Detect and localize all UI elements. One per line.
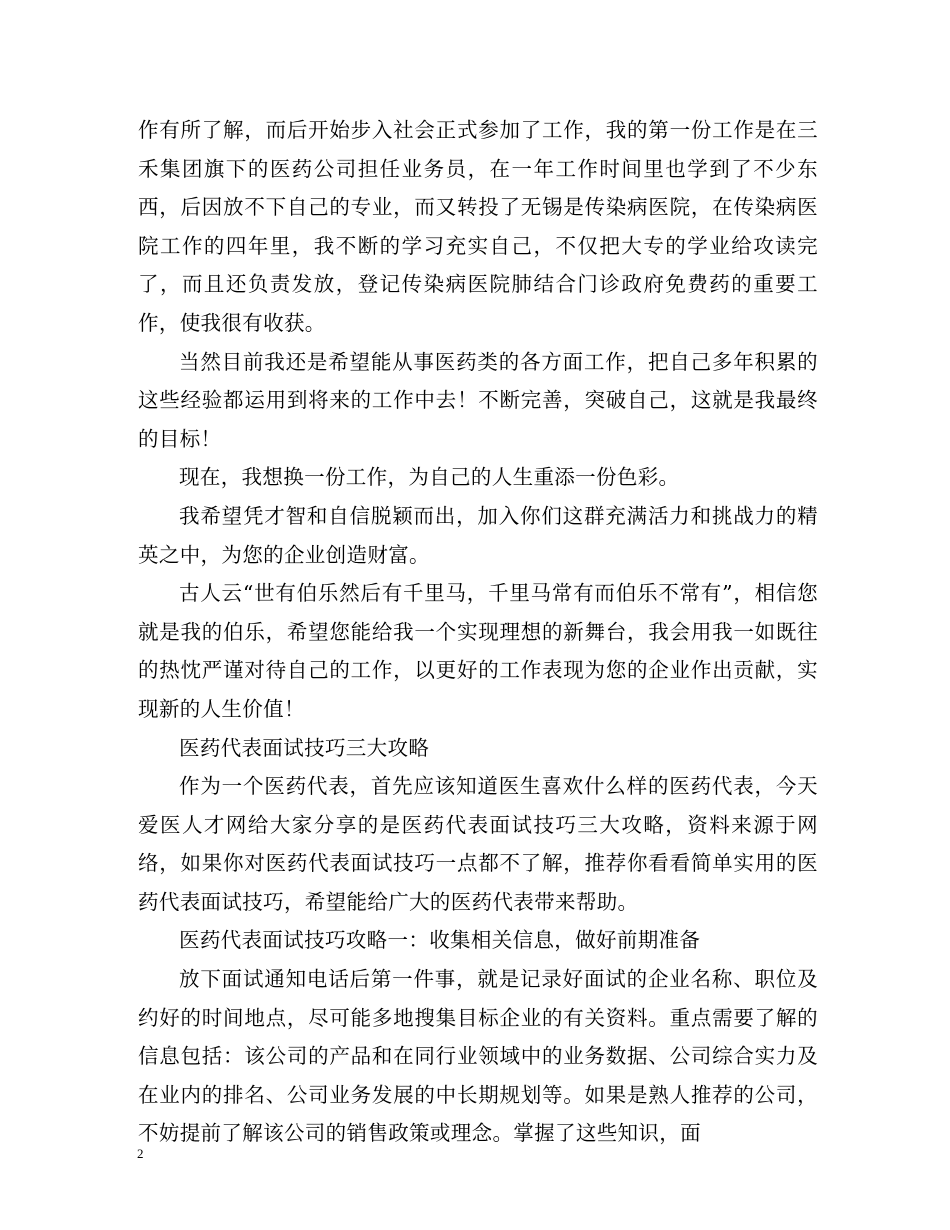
paragraph-change-job: 现在，我想换一份工作，为自己的人生重添一份色彩。 bbox=[179, 465, 680, 490]
paragraph-bole-quote: 古人云“世有伯乐然后有千里马，千里马常有而伯乐不常有”，相信您就是我的伯乐，希望您能给我一个实现理想的新舞台，我会用我一如既往的热忱严谨对待自己的工作，以更好的工作表现为您的企业作出贡献，实现新的人生价值！ bbox=[138, 581, 818, 721]
page-number: 2 bbox=[137, 1146, 144, 1161]
paragraph-join-team: 我希望凭才智和自信脱颖而出，加入你们这群充满活力和挑战力的精英之中，为您的企业创造财富。 bbox=[138, 503, 818, 567]
subheading-tip-one: 医药代表面试技巧攻略一：收集相关信息，做好前期准备 bbox=[179, 928, 701, 953]
paragraph-continuation: 作有所了解，而后开始步入社会正式参加了工作，我的第一份工作是在三禾集团旗下的医药公司担任业务员，在一年工作时间里也学到了不少东西，后因放不下自己的专业，而又转投了无锡是传染病医院，在传染病医院工作的四年里，我不断的学习充实自己，不仅把大专的学业给攻读完了，而且还负责发放，登记传染病医院肺结合门诊政府免费药的重要工作，使我很有收获。 bbox=[138, 118, 818, 335]
paragraph-tips-intro: 作为一个医药代表，首先应该知道医生喜欢什么样的医药代表，今天爱医人才网给大家分享的是医药代表面试技巧三大攻略，资料来源于网络，如果你对医药代表面试技巧一点都不了解，推荐你看看简单实用的医药代表面试技巧，希望能给广大的医药代表带来帮助。 bbox=[138, 774, 818, 914]
document-body bbox=[138, 111, 818, 1153]
paragraph-tip-one-body: 放下面试通知电话后第一件事，就是记录好面试的企业名称、职位及约好的时间地点，尽可能多地搜集目标企业的有关资料。重点需要了解的信息包括：该公司的产品和在同行业领域中的业务数据、公司综合实力及在业内的排名、公司业务发展的中长期规划等。如果是熟人推荐的公司，不妨提前了解该公司的销售政策或理念。掌握了这些知识，面 bbox=[138, 967, 818, 1146]
paragraph-career-goal: 当然目前我还是希望能从事医药类的各方面工作，把自己多年积累的这些经验都运用到将来的工作中去！不断完善，突破自己，这就是我最终的目标！ bbox=[138, 349, 818, 451]
section-heading-interview-tips: 医药代表面试技巧三大攻略 bbox=[179, 735, 430, 760]
